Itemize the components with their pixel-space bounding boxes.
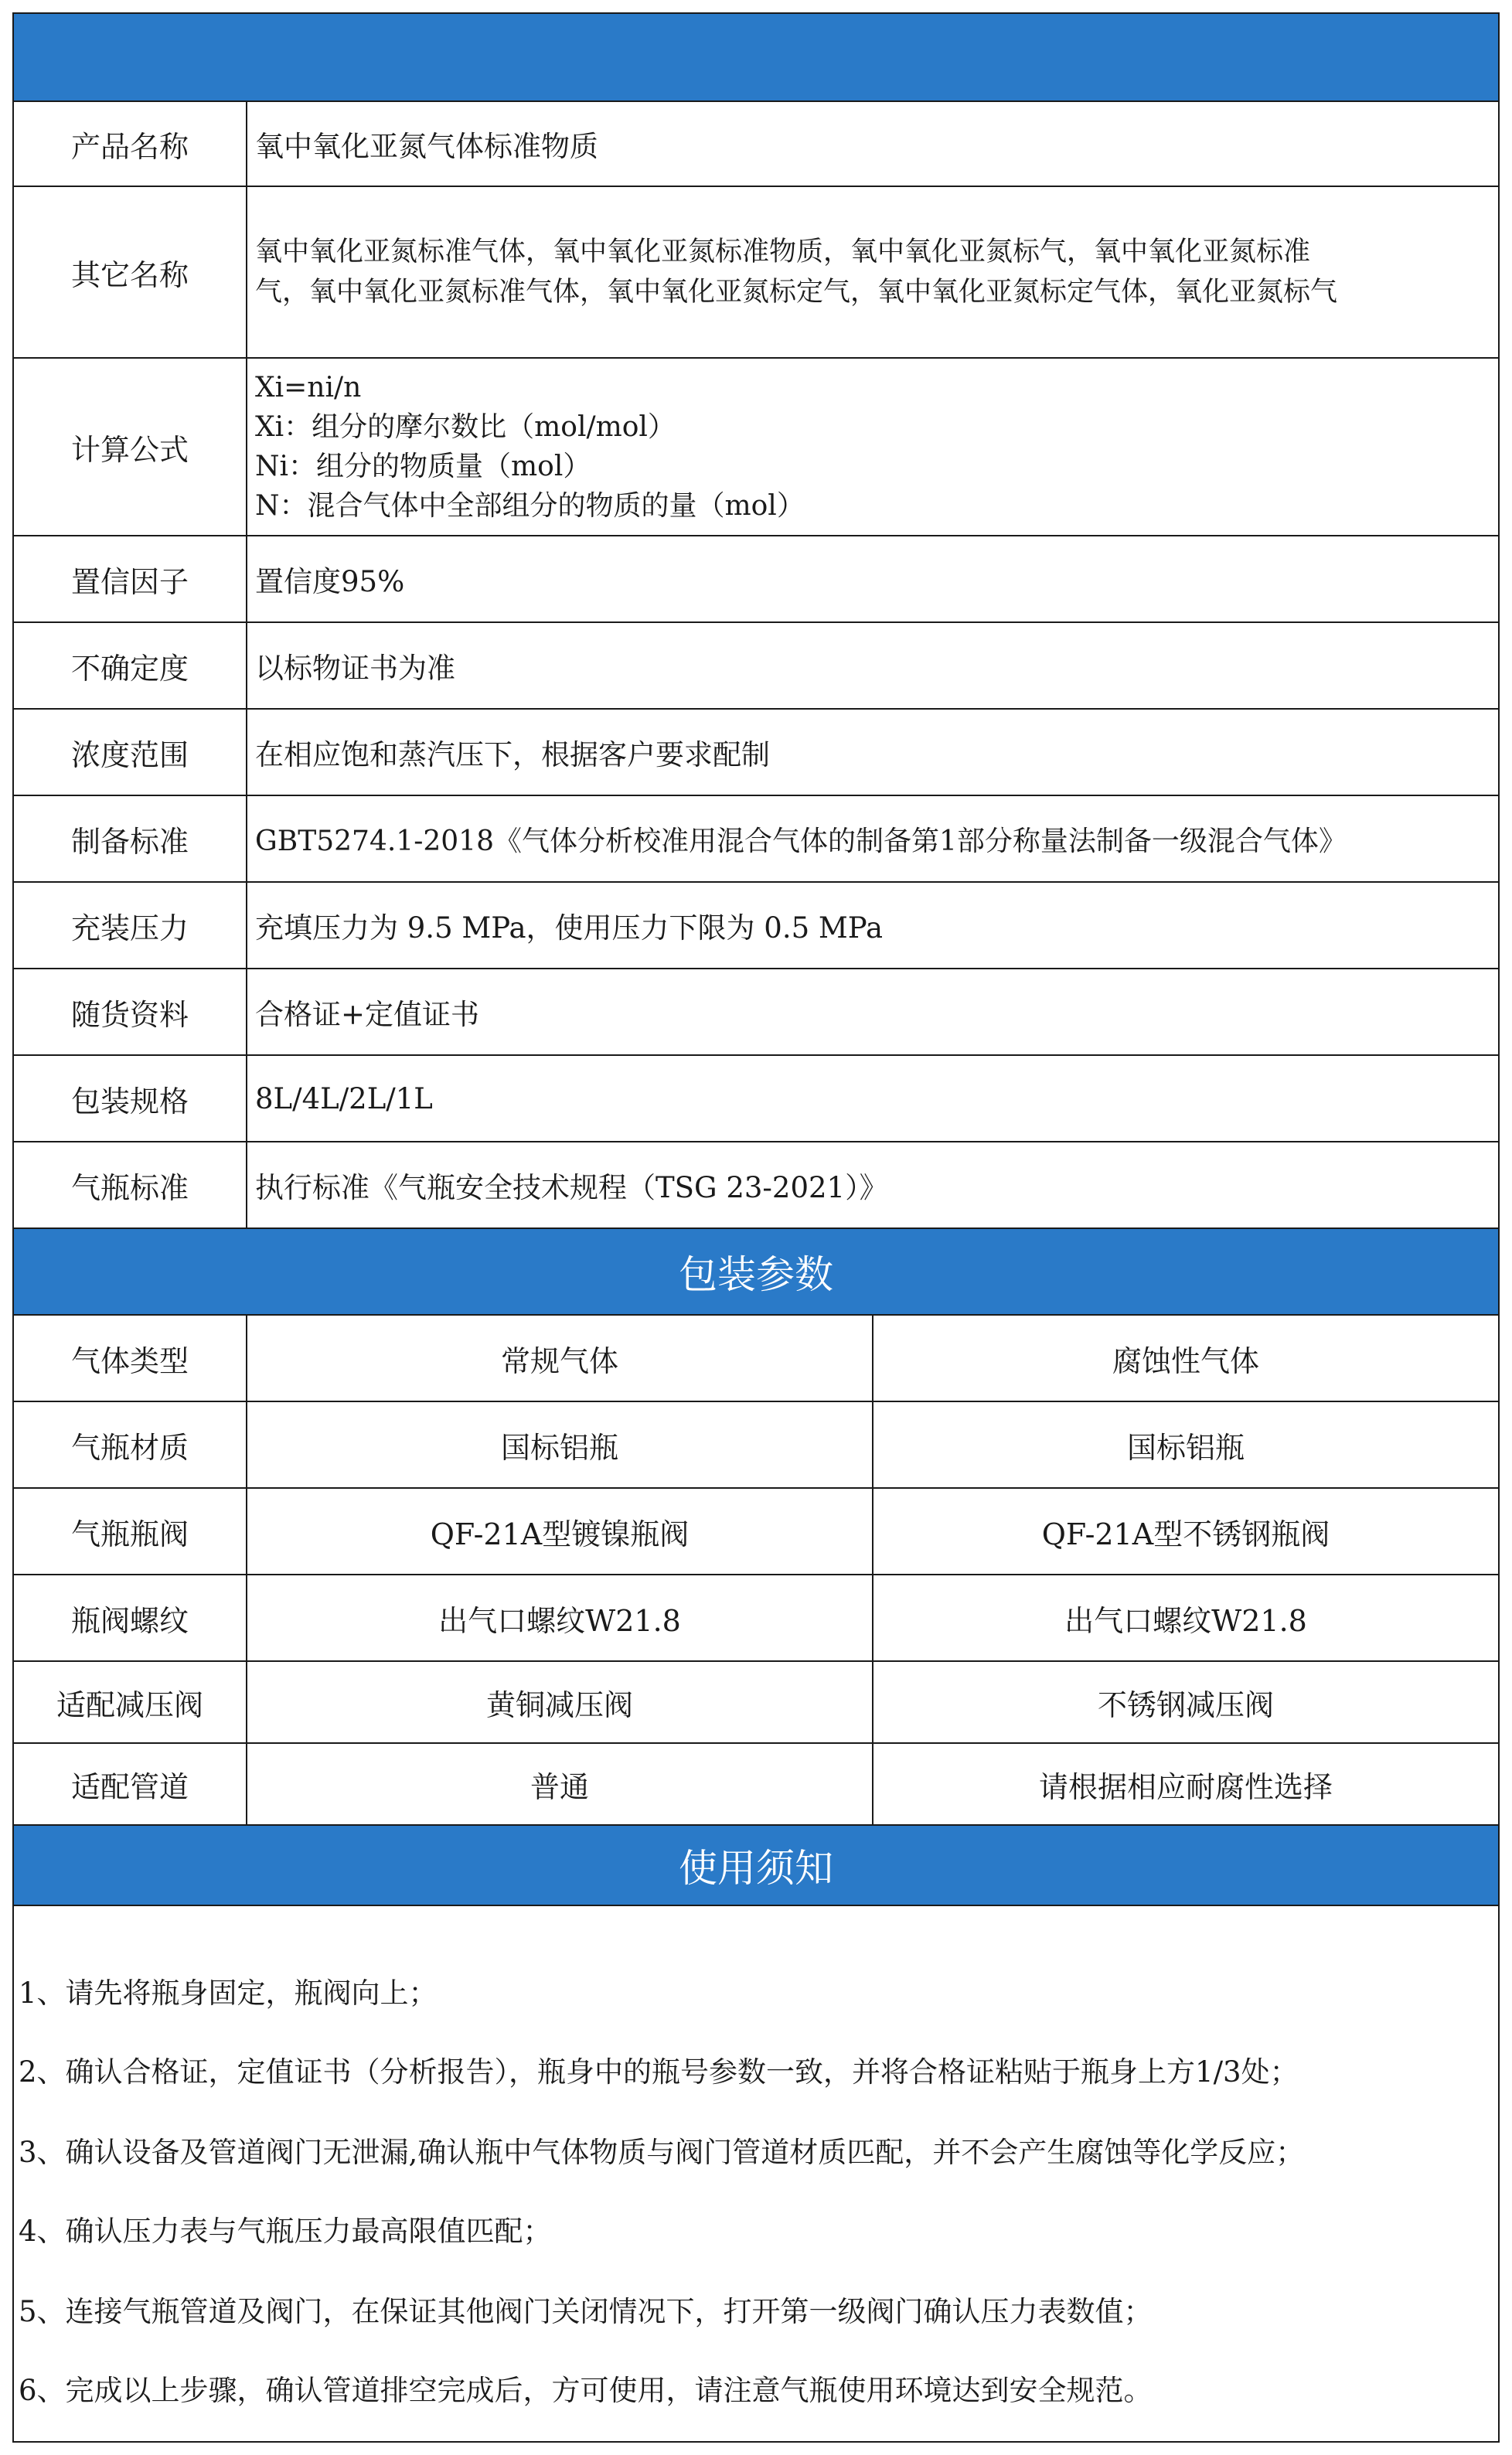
packaging-band (14, 1229, 1498, 1316)
header-band-title (14, 14, 1498, 100)
header-band (14, 14, 1498, 102)
info-row-cylinder-standard (14, 1142, 1498, 1229)
info-row-product-name (14, 102, 1498, 187)
usage-note: 5、连接气瓶管道及阀门，在保证其他阀门关闭情况下，打开第一级阀门确认压力表数值； (19, 2295, 1153, 2328)
usage-note: 1、请先将瓶身固定，瓶阀向上； (19, 1977, 438, 2010)
info-value: 氧中氧化亚氮气体标准物质 (255, 130, 598, 163)
info-label: 产品名称 (14, 102, 247, 186)
info-value-line: Ni：组分的物质量（mol） (255, 451, 591, 482)
packaging-cell-regular: 普通 (247, 1744, 873, 1824)
packaging-row (14, 1316, 1498, 1402)
info-label: 气瓶标准 (14, 1142, 247, 1228)
info-label: 制备标准 (14, 796, 247, 881)
info-value (247, 359, 1498, 535)
info-row-uncertainty (14, 623, 1498, 710)
packaging-cell-corrosive: 腐蚀性气体 (1112, 1343, 1259, 1378)
packaging-label: 气瓶材质 (14, 1402, 247, 1487)
info-row-prep-standard (14, 796, 1498, 883)
usage-note: 6、完成以上步骤，确认管道排空完成后，方可使用，请注意气瓶使用环境达到安全规范。 (19, 2374, 1153, 2407)
info-value: 置信度95% (255, 565, 405, 598)
info-value-line: 气，氧中氧化亚氮标准气体，氧中氧化亚氮标定气，氧中氧化亚氮标定气体，氧化亚氮标气 (255, 277, 1338, 308)
packaging-cell-corrosive: 不锈钢减压阀 (1097, 1687, 1274, 1722)
usage-note: 4、确认压力表与气瓶压力最高限值匹配； (19, 2215, 552, 2248)
packaging-cell-regular: 国标铝瓶 (247, 1402, 873, 1487)
usage-band (14, 1826, 1498, 1906)
packaging-row (14, 1402, 1498, 1489)
packaging-row (14, 1662, 1498, 1744)
packaging-cell-corrosive: 国标铝瓶 (1126, 1430, 1245, 1465)
packaging-cell-regular: QF-21A型镀镍瓶阀 (247, 1489, 873, 1574)
packaging-row (14, 1489, 1498, 1575)
info-row-documents (14, 969, 1498, 1056)
packaging-cell-regular: 出气口螺纹W21.8 (247, 1575, 873, 1660)
packaging-cell-regular: 常规气体 (247, 1316, 873, 1401)
info-label: 置信因子 (14, 536, 247, 621)
info-value (247, 187, 1498, 357)
info-value-line: Xi=ni/n (255, 372, 362, 403)
packaging-label: 气体类型 (14, 1316, 247, 1401)
info-value: 合格证+定值证书 (255, 998, 480, 1031)
usage-title: 使用须知 (679, 1846, 833, 1891)
info-row-package-size (14, 1056, 1498, 1142)
info-label: 不确定度 (14, 623, 247, 708)
info-row-confidence (14, 536, 1498, 623)
info-label: 浓度范围 (14, 710, 247, 795)
info-label: 包装规格 (14, 1056, 247, 1141)
info-value: 8L/4L/2L/1L (255, 1081, 433, 1115)
info-label: 其它名称 (14, 187, 247, 357)
packaging-cell-corrosive: QF-21A型不锈钢瓶阀 (1041, 1517, 1330, 1551)
packaging-title: 包装参数 (679, 1252, 833, 1297)
packaging-row (14, 1744, 1498, 1826)
packaging-label: 适配减压阀 (14, 1662, 247, 1742)
info-label: 计算公式 (14, 359, 247, 535)
spec-sheet (12, 12, 1500, 2443)
info-row-formula (14, 359, 1498, 536)
usage-notes (14, 1905, 1498, 2441)
info-value: 在相应饱和蒸汽压下，根据客户要求配制 (255, 738, 770, 771)
packaging-label: 气瓶瓶阀 (14, 1489, 247, 1574)
info-value-line: 氧中氧化亚氮标准气体，氧中氧化亚氮标准物质，氧中氧化亚氮标气，氧中氧化亚氮标准 (255, 237, 1311, 267)
info-row-other-names (14, 187, 1498, 359)
packaging-cell-corrosive: 请根据相应耐腐性选择 (1038, 1769, 1333, 1804)
usage-note: 2、确认合格证，定值证书（分析报告），瓶身中的瓶号参数一致，并将合格证粘贴于瓶身上方1/3处； (19, 2055, 1299, 2089)
packaging-row (14, 1575, 1498, 1662)
info-value: 以标物证书为准 (255, 652, 455, 685)
info-label: 充装压力 (14, 883, 247, 968)
packaging-label: 适配管道 (14, 1744, 247, 1824)
packaging-label: 瓶阀螺纹 (14, 1575, 247, 1660)
packaging-cell-regular: 黄铜减压阀 (247, 1662, 873, 1742)
info-value-line: Xi：组分的摩尔数比（mol/mol） (255, 411, 676, 443)
info-value: GBT5274.1-2018《气体分析校准用混合气体的制备第1部分称量法制备一级混合气体》 (255, 825, 1347, 857)
info-value: 执行标准《气瓶安全技术规程（TSG 23-2021）》 (255, 1171, 888, 1204)
packaging-cell-corrosive: 出气口螺纹W21.8 (1064, 1603, 1307, 1638)
usage-note: 3、确认设备及管道阀门无泄漏,确认瓶中气体物质与阀门管道材质匹配，并不会产生腐蚀等化学反应； (19, 2136, 1305, 2169)
info-value: 充填压力为 9.5 MPa，使用压力下限为 0.5 MPa (255, 911, 884, 945)
info-value-line: N：混合气体中全部组分的物质的量（mol） (255, 490, 805, 522)
info-row-concentration (14, 710, 1498, 796)
info-row-fill-pressure (14, 883, 1498, 969)
info-label: 随货资料 (14, 969, 247, 1054)
